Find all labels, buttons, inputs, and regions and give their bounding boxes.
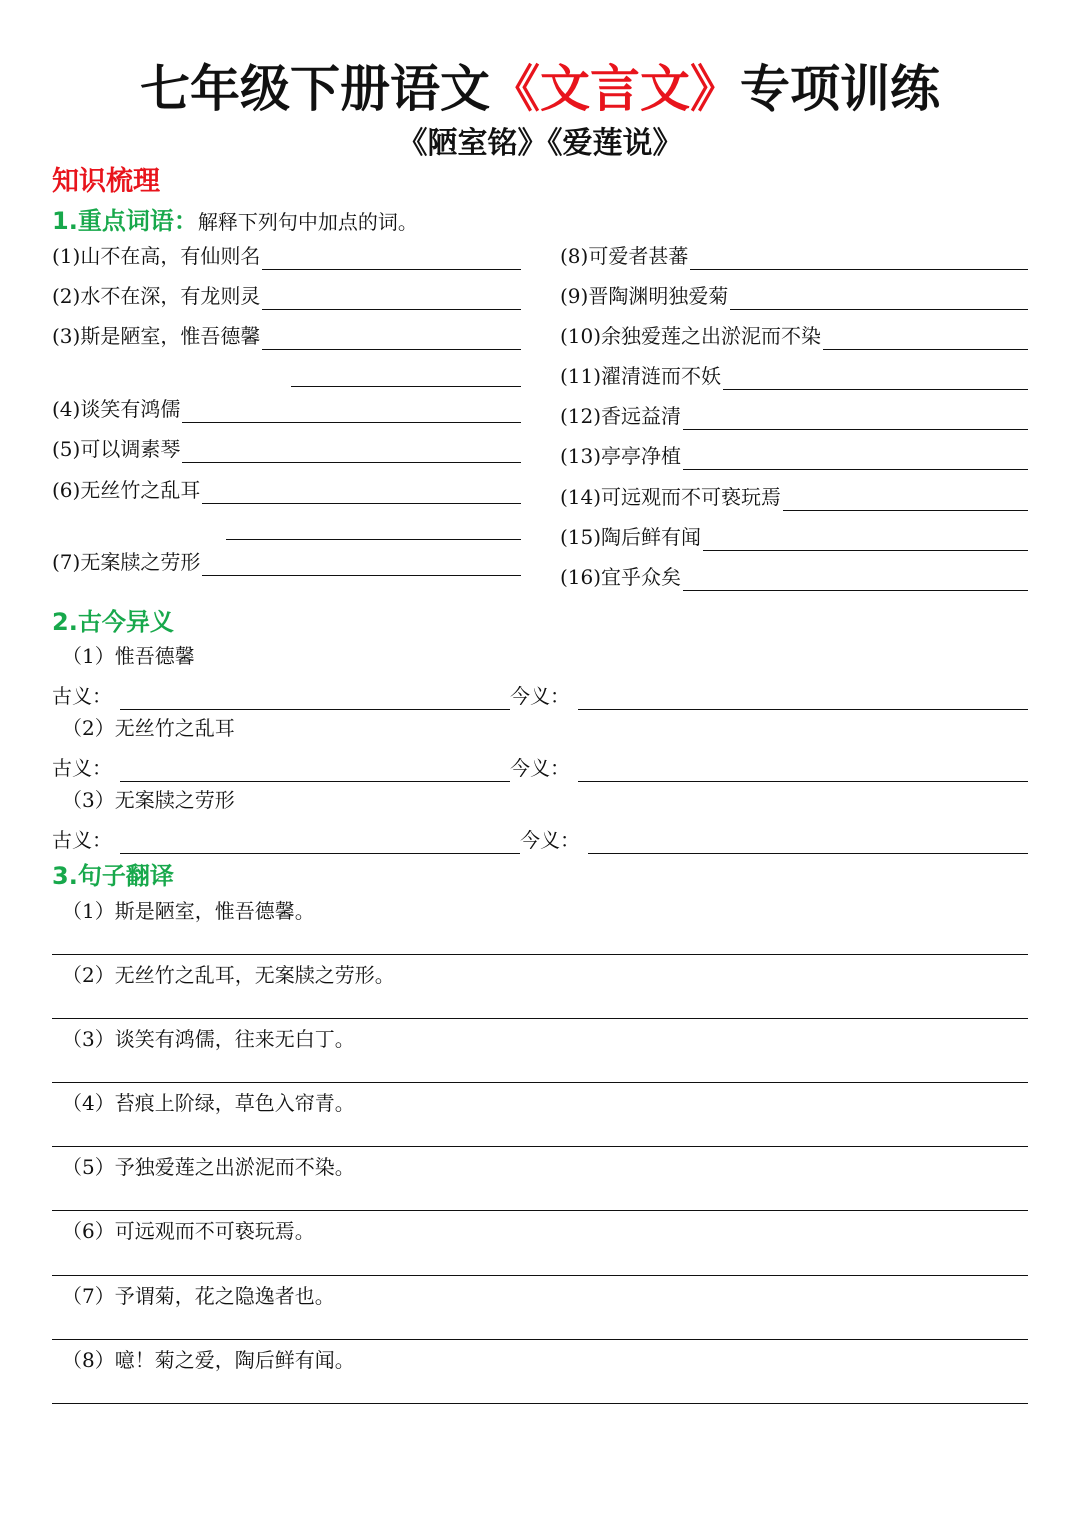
answer-line[interactable] [120, 759, 510, 782]
answer-line[interactable] [182, 400, 521, 423]
section-1-title: 1.重点词语： [52, 207, 198, 235]
answer-line[interactable] [683, 407, 1028, 430]
answer-line[interactable] [690, 247, 1028, 270]
jin-yi-label: 今义： [510, 756, 570, 780]
jin-yi-row-1 [510, 680, 1028, 710]
vocab-item-13 [560, 440, 1028, 470]
answer-line-continuation[interactable] [226, 538, 521, 540]
jin-yi-row-3 [520, 824, 1028, 854]
gu-yi-row-3 [52, 824, 520, 854]
answer-line[interactable] [262, 247, 521, 270]
answer-line-continuation[interactable] [291, 385, 521, 387]
translation-answer-line[interactable] [52, 1402, 1028, 1404]
jin-yi-label: 今义： [520, 828, 580, 852]
gu-yi-label: 古义： [52, 756, 112, 780]
answer-line[interactable] [202, 553, 521, 576]
translation-item-8: （8）噫！菊之爱，陶后鲜有闻。 [62, 1348, 355, 1372]
translation-item-1: （1）斯是陋室，惟吾德馨。 [62, 899, 315, 923]
answer-line[interactable] [783, 488, 1028, 511]
answer-line[interactable] [588, 831, 1028, 854]
gu-yi-label: 古义： [52, 828, 112, 852]
translation-answer-line[interactable] [52, 1081, 1028, 1083]
vocab-item-6 [52, 474, 521, 504]
gu-yi-row-1 [52, 680, 510, 710]
vocab-item-1 [52, 240, 521, 270]
gujin-item-2: （2）无丝竹之乱耳 [62, 716, 235, 740]
vocab-prompt: (6)无丝竹之乱耳 [52, 478, 201, 502]
title-prefix: 七年级下册语文 [140, 60, 490, 118]
page-subtitle: 《陋室铭》《爱莲说》 [397, 126, 683, 161]
vocab-item-11 [560, 360, 1028, 390]
translation-item-3: （3）谈笑有鸿儒，往来无白丁。 [62, 1027, 355, 1051]
vocab-item-7 [52, 546, 521, 576]
title-highlight: 《文言文》 [490, 60, 740, 118]
translation-item-5: （5）予独爱莲之出淤泥而不染。 [62, 1155, 355, 1179]
vocab-item-4 [52, 393, 521, 423]
answer-line[interactable] [578, 687, 1028, 710]
vocab-prompt: (8)可爱者甚蕃 [560, 244, 689, 268]
translation-item-4: （4）苔痕上阶绿，草色入帘青。 [62, 1091, 355, 1115]
answer-line[interactable] [683, 447, 1028, 470]
answer-line[interactable] [262, 287, 521, 310]
answer-line[interactable] [730, 287, 1028, 310]
gu-yi-label: 古义： [52, 684, 112, 708]
answer-line[interactable] [703, 528, 1028, 551]
translation-answer-line[interactable] [52, 953, 1028, 955]
gu-yi-row-2 [52, 752, 510, 782]
vocab-prompt: (7)无案牍之劳形 [52, 550, 201, 574]
answer-line[interactable] [182, 440, 521, 463]
vocab-prompt: (4)谈笑有鸿儒 [52, 397, 181, 421]
vocab-prompt: (13)亭亭净植 [560, 444, 682, 468]
section-3-heading: 3.句子翻译 [52, 862, 174, 890]
vocab-item-10 [560, 320, 1028, 350]
vocab-item-15 [560, 521, 1028, 551]
vocab-item-9 [560, 280, 1028, 310]
vocab-prompt: (14)可远观而不可亵玩焉 [560, 485, 782, 509]
vocab-prompt: (9)晋陶渊明独爱菊 [560, 284, 729, 308]
answer-line[interactable] [683, 568, 1028, 591]
section-knowledge-heading: 知识梳理 [52, 166, 160, 197]
vocab-item-8 [560, 240, 1028, 270]
translation-answer-line[interactable] [52, 1145, 1028, 1147]
section-1-instruction: 解释下列句中加点的词。 [197, 210, 418, 234]
vocab-prompt: (12)香远益清 [560, 404, 682, 428]
vocab-item-14 [560, 481, 1028, 511]
translation-item-6: （6）可远观而不可亵玩焉。 [62, 1219, 315, 1243]
answer-line[interactable] [202, 481, 521, 504]
title-suffix: 专项训练 [740, 60, 940, 118]
vocab-item-16 [560, 561, 1028, 591]
vocab-item-5 [52, 433, 521, 463]
translation-item-2: （2）无丝竹之乱耳，无案牍之劳形。 [62, 963, 395, 987]
answer-line[interactable] [120, 687, 510, 710]
jin-yi-row-2 [510, 752, 1028, 782]
vocab-prompt: (3)斯是陋室，惟吾德馨 [52, 324, 261, 348]
vocab-item-2 [52, 280, 521, 310]
vocab-prompt: (11)濯清涟而不妖 [560, 364, 722, 388]
vocab-prompt: (1)山不在高，有仙则名 [52, 244, 261, 268]
vocab-prompt: (10)余独爱莲之出淤泥而不染 [560, 324, 822, 348]
translation-answer-line[interactable] [52, 1209, 1028, 1211]
vocab-prompt: (5)可以调素琴 [52, 437, 181, 461]
answer-line[interactable] [823, 327, 1028, 350]
vocab-prompt: (16)宜乎众矣 [560, 565, 682, 589]
translation-answer-line[interactable] [52, 1338, 1028, 1340]
gujin-item-1: （1）惟吾德馨 [62, 644, 195, 668]
section-2-heading: 2.古今异义 [52, 608, 174, 636]
jin-yi-label: 今义： [510, 684, 570, 708]
vocab-item-3 [52, 320, 521, 350]
gujin-item-3: （3）无案牍之劳形 [62, 788, 235, 812]
answer-line[interactable] [120, 831, 520, 854]
answer-line[interactable] [723, 367, 1028, 390]
translation-item-7: （7）予谓菊，花之隐逸者也。 [62, 1284, 335, 1308]
page-title [0, 56, 1080, 122]
section-1-heading [52, 205, 418, 238]
translation-answer-line[interactable] [52, 1017, 1028, 1019]
vocab-item-12 [560, 400, 1028, 430]
answer-line[interactable] [578, 759, 1028, 782]
translation-answer-line[interactable] [52, 1274, 1028, 1276]
vocab-prompt: (2)水不在深，有龙则灵 [52, 284, 261, 308]
answer-line[interactable] [262, 327, 521, 350]
vocab-prompt: (15)陶后鲜有闻 [560, 525, 702, 549]
